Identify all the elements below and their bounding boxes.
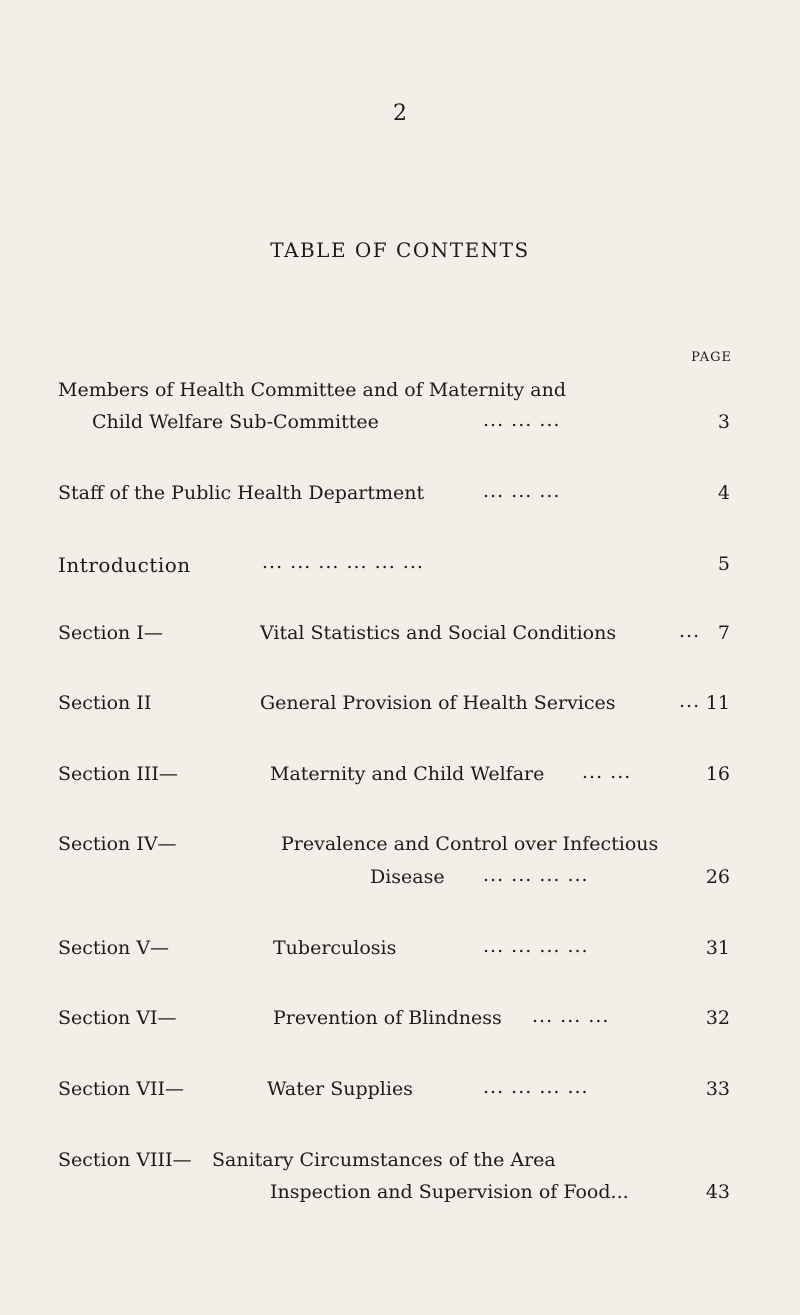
page-title: TABLE OF CONTENTS — [270, 238, 530, 262]
toc-page-number: 7 — [717, 622, 730, 644]
toc-entry-text: Staff of the Public Health Department — [58, 482, 425, 504]
toc-leader-dots: ... ... ... ... — [483, 1076, 589, 1098]
toc-page-number: 33 — [705, 1078, 730, 1100]
toc-section-label: Section VIII— — [58, 1149, 192, 1171]
page-column-header: PAGE — [691, 350, 732, 365]
toc-leader-dots: ... ... ... — [483, 480, 561, 502]
toc-entry-text: General Provision of Health Services — [260, 692, 616, 714]
toc-leader-dots: ... ... — [582, 761, 632, 783]
toc-entry-text-continued: Inspection and Supervision of Food... — [270, 1181, 629, 1203]
toc-leader-dots: ... ... ... — [532, 1005, 610, 1027]
toc-page-number: 26 — [705, 866, 730, 888]
toc-page-number: 16 — [705, 763, 730, 785]
toc-page-number: 4 — [717, 482, 730, 504]
toc-entry-text-continued: Child Welfare Sub-Committee — [92, 411, 379, 433]
toc-page-number: 43 — [705, 1181, 730, 1203]
toc-leader-dots: ... — [679, 620, 701, 642]
toc-entry-text: Tuberculosis — [273, 937, 397, 959]
toc-page-number: 5 — [717, 553, 730, 575]
toc-entry-text: Sanitary Circumstances of the Area — [212, 1149, 556, 1171]
toc-section-label: Section VII— — [58, 1078, 185, 1100]
toc-section-label: Section IV— — [58, 833, 177, 855]
toc-leader-dots: ... ... ... ... — [483, 935, 589, 957]
toc-section-label: Section III— — [58, 763, 178, 785]
toc-entry-text: Water Supplies — [267, 1078, 413, 1100]
toc-entry-text: Vital Statistics and Social Conditions — [260, 622, 617, 644]
toc-section-label: Section I— — [58, 622, 163, 644]
toc-entry-text: Introduction — [58, 553, 191, 577]
toc-leader-dots: ... ... ... ... ... ... — [262, 551, 424, 573]
toc-leader-dots: ... ... ... — [483, 409, 561, 431]
toc-page-number: 32 — [705, 1007, 730, 1029]
toc-leader-dots: ... — [679, 690, 701, 712]
toc-page-number: 3 — [717, 411, 730, 433]
toc-entry-text: Prevention of Blindness — [273, 1007, 502, 1029]
toc-entry-text: Members of Health Committee and of Maternity and — [58, 379, 566, 401]
toc-leader-dots: ... ... ... ... — [483, 864, 589, 886]
toc-entry-text: Maternity and Child Welfare — [270, 763, 545, 785]
toc-entry-text: Prevalence and Control over Infectious — [281, 833, 659, 855]
toc-section-label: Section II — [58, 692, 152, 714]
toc-section-label: Section VI— — [58, 1007, 177, 1029]
page-number: 2 — [393, 101, 407, 126]
toc-page-number: 11 — [705, 692, 730, 714]
toc-entry-text-continued: Disease — [370, 866, 445, 888]
toc-section-label: Section V— — [58, 937, 170, 959]
toc-page-number: 31 — [705, 937, 730, 959]
